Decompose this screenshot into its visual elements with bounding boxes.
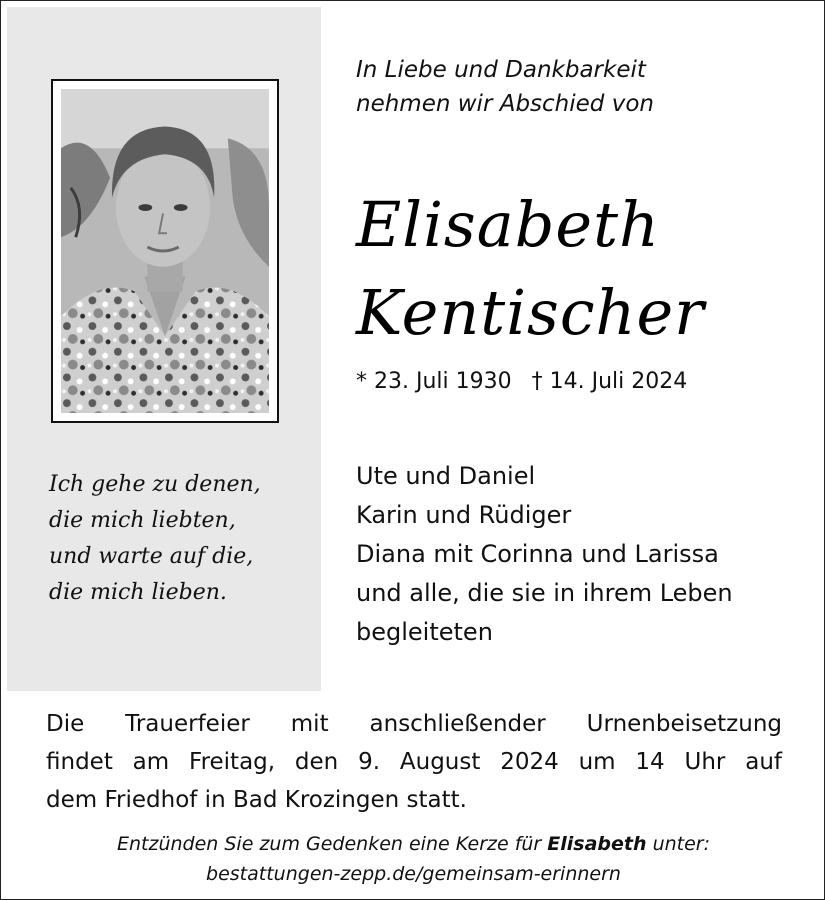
mourners-list (356, 457, 816, 652)
candle-suffix: unter: (652, 833, 711, 855)
poem-line: und warte auf die, (49, 544, 254, 569)
last-name: Kentischer (356, 276, 705, 349)
intro-text (356, 53, 796, 121)
life-dates (356, 367, 816, 397)
first-name: Elisabeth (356, 188, 660, 261)
portrait-image (61, 89, 269, 413)
candle-prefix: Entzünden Sie zum Gedenken eine Kerze für (116, 833, 542, 855)
candle-url-link[interactable]: bestattungen-zepp.de/gemeinsam-erinnern (206, 863, 621, 885)
birth-date: * 23. Juli 1930 (356, 369, 512, 394)
portrait-photo (61, 89, 269, 413)
intro-line-1: In Liebe und Dankbarkeit (356, 57, 646, 83)
poem (49, 467, 319, 611)
candle-line-1 (21, 829, 806, 859)
poem-line: die mich liebten, (49, 508, 236, 533)
portrait-frame (51, 79, 279, 423)
candle-notice (21, 829, 806, 889)
deceased-name (356, 181, 816, 357)
mourner-line: und alle, die sie in ihrem Leben (356, 579, 733, 607)
ceremony-info (46, 705, 782, 819)
mourner-line: Ute und Daniel (356, 462, 536, 490)
mourner-line: Karin und Rüdiger (356, 501, 572, 529)
death-date: † 14. Juli 2024 (531, 369, 688, 394)
candle-name: Elisabeth (547, 833, 647, 855)
intro-line-2: nehmen wir Abschied von (356, 91, 654, 117)
mourner-line: Diana mit Corinna und Larissa (356, 540, 719, 568)
ceremony-line-2: findet am Freitag, den 9. August 2024 um 14 Uhr auf (46, 749, 782, 775)
mourner-line: begleiteten (356, 618, 493, 646)
ceremony-line-1: Die Trauerfeier mit anschließender Urnenbeisetzung (46, 711, 782, 737)
left-panel (7, 7, 321, 691)
ceremony-line-3: dem Friedhof in Bad Krozingen statt. (46, 787, 467, 813)
poem-line: die mich lieben. (49, 580, 227, 605)
poem-line: Ich gehe zu denen, (49, 472, 261, 497)
